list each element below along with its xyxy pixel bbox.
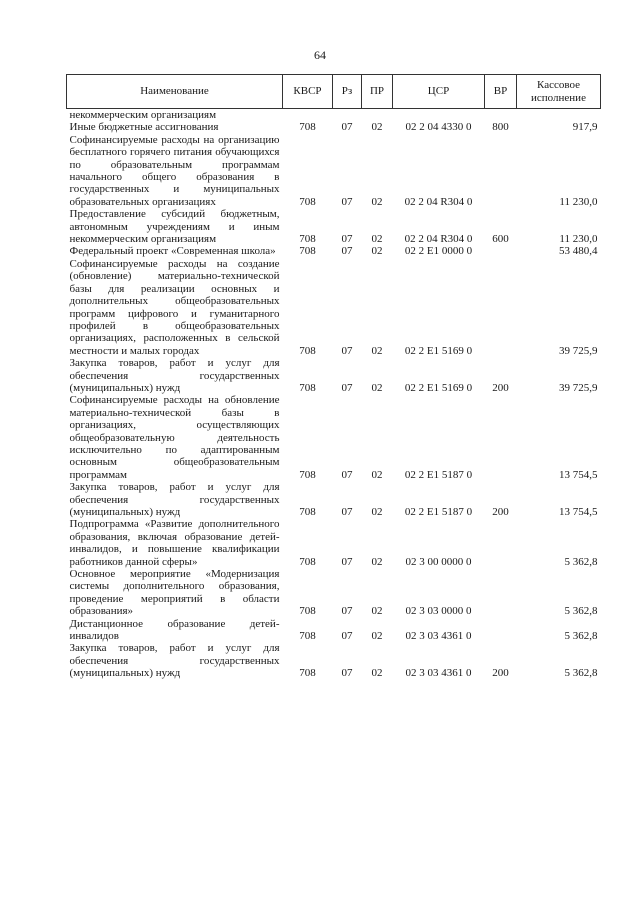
cell-pr: 02 bbox=[371, 667, 383, 680]
cell-vr bbox=[485, 618, 517, 643]
cell-csr: 02 2 04 R304 0 bbox=[404, 195, 473, 208]
cell-name: Софинансируемые расходы на создание (обновление) материально-технической базы для реализации основных и дополнительных общеобразовательных программ цифрового и гуманитарного профилей в общеобразовательных организациях, расположенных в сельской местности и малых городах bbox=[69, 257, 280, 357]
cell-csr: 02 2 04 R304 0 bbox=[404, 233, 473, 246]
table-row bbox=[67, 518, 601, 568]
cell-name: некоммерческим организациям bbox=[69, 109, 217, 121]
cell-rz: 07 bbox=[341, 630, 353, 643]
cell-kvsr: 708 bbox=[299, 605, 316, 618]
cell-vr bbox=[485, 568, 517, 618]
cell-sum: 5 362,8 bbox=[564, 555, 598, 568]
cell-pr: 02 bbox=[371, 506, 383, 518]
cell-kvsr: 708 bbox=[299, 121, 316, 134]
cell-sum: 11 230,0 bbox=[559, 195, 598, 208]
header-pr: ПР bbox=[362, 75, 393, 109]
cell-pr bbox=[362, 109, 393, 122]
header-name: Наименование bbox=[67, 75, 283, 109]
cell-kvsr: 708 bbox=[299, 468, 316, 481]
header-sum: Кассовое исполнение bbox=[517, 75, 601, 109]
cell-csr bbox=[393, 109, 485, 122]
table-row bbox=[67, 258, 601, 357]
cell-pr: 02 bbox=[371, 245, 383, 258]
table-row bbox=[67, 568, 601, 618]
cell-csr: 02 3 00 0000 0 bbox=[405, 555, 472, 568]
cell-rz: 07 bbox=[341, 245, 353, 258]
cell-pr: 02 bbox=[371, 121, 383, 134]
cell-vr: 200 bbox=[492, 506, 509, 518]
header-kvsr: КВСР bbox=[283, 75, 333, 109]
cell-kvsr: 708 bbox=[299, 381, 316, 394]
table-row bbox=[67, 357, 601, 394]
cell-vr bbox=[485, 245, 517, 257]
cell-csr: 02 2 04 4330 0 bbox=[405, 121, 472, 134]
cell-rz: 07 bbox=[341, 344, 353, 357]
cell-pr: 02 bbox=[371, 233, 383, 246]
cell-csr: 02 3 03 4361 0 bbox=[405, 630, 472, 643]
cell-sum: 5 362,8 bbox=[564, 605, 598, 618]
page-number: 64 bbox=[314, 48, 326, 62]
cell-pr: 02 bbox=[371, 555, 383, 568]
cell-name: Закупка товаров, работ и услуг для обеспечения государственных (муниципальных) нужд bbox=[69, 357, 280, 394]
cell-vr: 800 bbox=[492, 121, 509, 134]
cell-pr: 02 bbox=[371, 605, 383, 618]
cell-pr: 02 bbox=[371, 195, 383, 208]
cell-kvsr: 708 bbox=[299, 233, 316, 246]
cell-sum: 917,9 bbox=[572, 121, 598, 134]
cell-csr: 02 2 E1 5187 0 bbox=[404, 506, 473, 518]
cell-name: Федеральный проект «Современная школа» bbox=[69, 245, 276, 258]
cell-sum: 13 754,5 bbox=[559, 468, 598, 481]
cell-name: Подпрограмма «Развитие дополнительного образования, включая образование детей-инвалидов, и повышение квалификации работников данной сферы» bbox=[69, 518, 280, 568]
cell-rz: 07 bbox=[341, 233, 353, 246]
cell-name: Основное мероприятие «Модернизация системы дополнительного образования, проведение мероприятий в области образования» bbox=[69, 568, 280, 618]
cell-csr: 02 2 E1 5187 0 bbox=[404, 468, 473, 481]
cell-kvsr bbox=[283, 109, 333, 122]
cell-name: Софинансируемые расходы на организацию бесплатного горячего питания обучающихся по образовательным программам начального общего образования в государственных и муниципальных образовательных организациях bbox=[69, 133, 280, 208]
header-rz: Рз bbox=[333, 75, 362, 109]
table-row bbox=[67, 208, 601, 245]
cell-rz: 07 bbox=[341, 195, 353, 208]
budget-execution-table bbox=[66, 74, 601, 680]
cell-vr bbox=[485, 518, 517, 568]
cell-sum: 5 362,8 bbox=[564, 667, 598, 680]
cell-rz: 07 bbox=[341, 605, 353, 618]
table-row bbox=[67, 642, 601, 679]
table-row bbox=[67, 245, 601, 257]
cell-kvsr: 708 bbox=[299, 245, 316, 258]
table-row bbox=[67, 481, 601, 518]
cell-kvsr: 708 bbox=[299, 667, 316, 680]
cell-rz: 07 bbox=[341, 381, 353, 394]
cell-csr: 02 2 E1 5169 0 bbox=[404, 381, 473, 394]
cell-name: Закупка товаров, работ и услуг для обеспечения государственных (муниципальных) нужд bbox=[69, 481, 280, 518]
cell-vr bbox=[485, 258, 517, 357]
cell-sum: 5 362,8 bbox=[564, 630, 598, 643]
table-row bbox=[67, 109, 601, 122]
cell-kvsr: 708 bbox=[299, 555, 316, 568]
table-header bbox=[67, 75, 601, 109]
table-row bbox=[67, 134, 601, 208]
cell-kvsr: 708 bbox=[299, 630, 316, 643]
cell-rz: 07 bbox=[341, 121, 353, 134]
table-row bbox=[67, 121, 601, 133]
cell-name: Иные бюджетные ассигнования bbox=[69, 121, 219, 134]
header-csr: ЦСР bbox=[393, 75, 485, 109]
cell-rz: 07 bbox=[341, 667, 353, 680]
cell-sum: 39 725,9 bbox=[559, 381, 598, 394]
cell-sum: 13 754,5 bbox=[559, 506, 598, 518]
cell-pr: 02 bbox=[371, 468, 383, 481]
cell-kvsr: 708 bbox=[299, 506, 316, 518]
table-row bbox=[67, 618, 601, 643]
cell-vr bbox=[485, 109, 517, 122]
cell-rz: 07 bbox=[341, 555, 353, 568]
cell-csr: 02 2 E1 5169 0 bbox=[404, 344, 473, 357]
table-row bbox=[67, 394, 601, 481]
table-body bbox=[67, 109, 601, 680]
cell-kvsr: 708 bbox=[299, 195, 316, 208]
cell-rz: 07 bbox=[341, 468, 353, 481]
cell-csr: 02 3 03 0000 0 bbox=[405, 605, 472, 618]
cell-sum: 39 725,9 bbox=[559, 344, 598, 357]
cell-vr bbox=[485, 134, 517, 208]
cell-pr: 02 bbox=[371, 381, 383, 394]
cell-name: Дистанционное образование детей-инвалидов bbox=[69, 617, 280, 643]
cell-csr: 02 3 03 4361 0 bbox=[405, 667, 472, 680]
cell-name: Предоставление субсидий бюджетным, автономным учреждениям и иным некоммерческим организациям bbox=[69, 208, 280, 246]
header-vr: ВР bbox=[485, 75, 517, 109]
cell-sum: 11 230,0 bbox=[559, 233, 598, 246]
cell-vr bbox=[485, 394, 517, 481]
cell-csr: 02 2 E1 0000 0 bbox=[404, 245, 473, 258]
cell-sum: 53 480,4 bbox=[559, 245, 598, 258]
cell-vr: 200 bbox=[492, 381, 509, 394]
cell-rz bbox=[333, 109, 362, 122]
cell-vr: 200 bbox=[492, 667, 509, 680]
cell-name: Софинансируемые расходы на обновление материально-технической базы в организациях, осуществляющих общеобразовательную деятельность исключительно по адаптированным основным общеобразовательным программам bbox=[69, 394, 280, 481]
cell-kvsr: 708 bbox=[299, 344, 316, 357]
cell-pr: 02 bbox=[371, 630, 383, 643]
cell-pr: 02 bbox=[371, 344, 383, 357]
cell-sum bbox=[517, 109, 601, 122]
cell-name: Закупка товаров, работ и услуг для обеспечения государственных (муниципальных) нужд bbox=[69, 642, 280, 680]
cell-rz: 07 bbox=[341, 506, 353, 518]
cell-vr: 600 bbox=[492, 233, 509, 246]
